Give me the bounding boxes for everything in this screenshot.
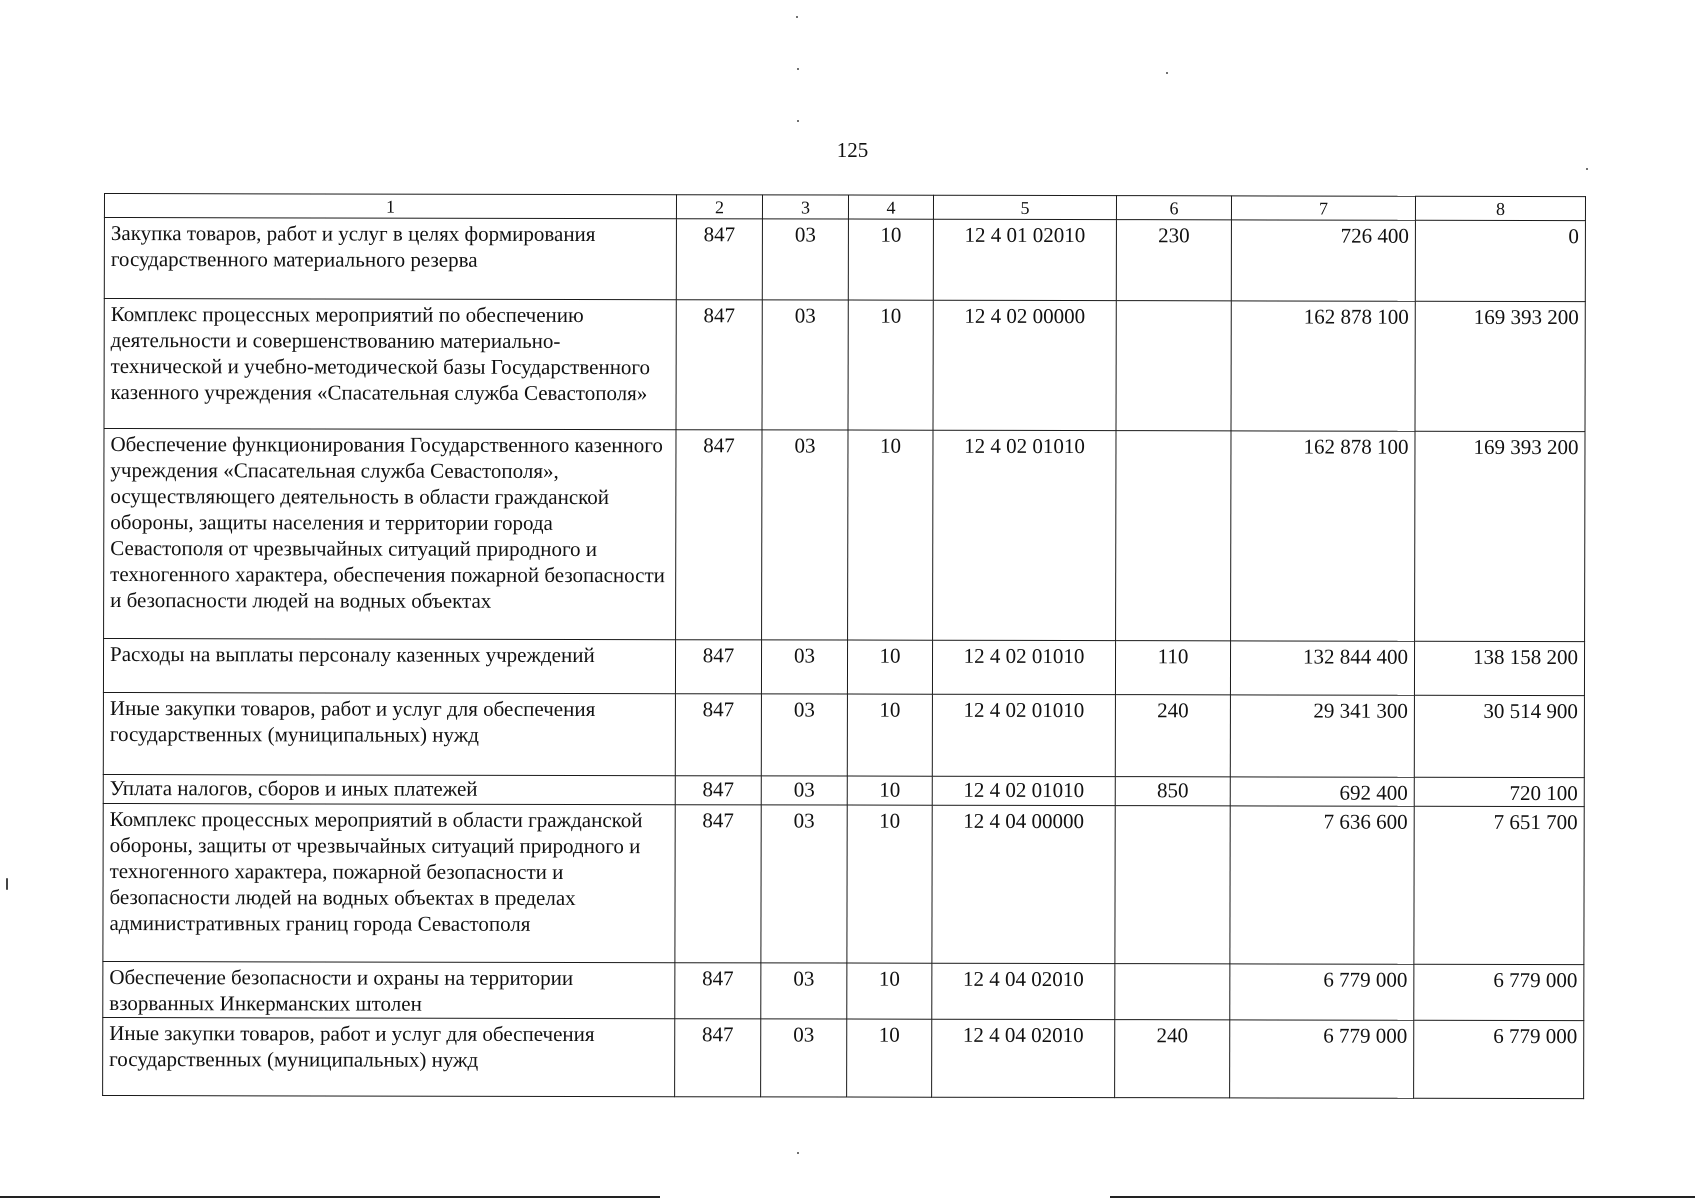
- amount-col8: 6 779 000: [1414, 964, 1584, 1020]
- amount-col8: 0: [1415, 220, 1585, 301]
- scan-speck: [6, 878, 8, 890]
- target-article-code: 12 4 04 00000: [932, 805, 1115, 963]
- expense-name: Обеспечение безопасности и охраны на территории взорванных Инкерманских штолен: [103, 961, 675, 1018]
- section-code: 03: [762, 430, 848, 640]
- expense-name: Иные закупки товаров, работ и услуг для обеспечения государственных (муниципальных) нужд: [103, 1017, 675, 1096]
- ministry-code: 847: [676, 219, 762, 300]
- scan-speck: [1586, 168, 1588, 170]
- scan-speck: [797, 120, 799, 122]
- ministry-code: 847: [675, 805, 761, 963]
- expense-name: Обеспечение функционирования Государственного казенного учреждения «Спасательная служба Севастополя», осуществляющего деятельность в области гражданской обороны, защиты населения и территории города Севастополя от чрезвычайных ситуаций природного и техногенного характера, обеспечения пожарной безопасности и безопасности людей на водных объектах: [104, 429, 676, 640]
- amount-col7: 692 400: [1230, 777, 1414, 806]
- table-row: [104, 299, 1585, 432]
- expense-type-code: [1116, 431, 1231, 641]
- amount-col8: 7 651 700: [1414, 806, 1584, 964]
- expense-type-code: 240: [1115, 1020, 1230, 1098]
- subsection-code: 10: [847, 805, 932, 963]
- section-code: 03: [761, 1019, 847, 1097]
- expense-type-code: [1115, 806, 1230, 964]
- scan-speck: [797, 68, 799, 70]
- expense-type-code: 110: [1115, 641, 1230, 695]
- subsection-code: 10: [847, 776, 932, 805]
- table-row: [103, 1017, 1584, 1098]
- header-cell: 1: [104, 194, 676, 219]
- table-row: [104, 218, 1585, 302]
- subsection-code: 10: [847, 694, 932, 776]
- table-row: [103, 774, 1584, 806]
- amount-col7: 6 779 000: [1230, 1020, 1414, 1098]
- target-article-code: 12 4 01 02010: [933, 219, 1116, 300]
- expense-type-code: 240: [1115, 695, 1230, 777]
- header-cell: 2: [676, 195, 762, 219]
- section-code: 03: [761, 776, 847, 805]
- ministry-code: 847: [675, 640, 761, 694]
- table-row: [104, 429, 1585, 642]
- budget-table: [102, 193, 1586, 1099]
- scan-speck: [1166, 72, 1168, 74]
- target-article-code: 12 4 02 01010: [932, 776, 1115, 805]
- page-number: 125: [836, 138, 869, 162]
- ministry-code: 847: [675, 694, 761, 776]
- header-cell: 6: [1116, 196, 1231, 220]
- amount-col7: 726 400: [1231, 220, 1415, 301]
- header-row: [104, 194, 1585, 221]
- ministry-code: 847: [676, 430, 762, 640]
- expense-type-code: [1116, 301, 1231, 431]
- scan-edge-line-left: [0, 1196, 660, 1198]
- scan-speck: [796, 16, 798, 18]
- table-row: [103, 803, 1584, 964]
- expense-name: Уплата налогов, сборов и иных платежей: [103, 774, 675, 804]
- amount-col8: 6 779 000: [1414, 1020, 1584, 1098]
- amount-col8: 30 514 900: [1414, 695, 1584, 777]
- amount-col8: 169 393 200: [1415, 431, 1585, 641]
- amount-col7: 162 878 100: [1231, 301, 1415, 431]
- section-code: 03: [761, 640, 847, 694]
- expense-type-code: 850: [1115, 777, 1230, 806]
- expense-type-code: [1115, 964, 1230, 1020]
- target-article-code: 12 4 02 01010: [932, 640, 1115, 694]
- target-article-code: 12 4 04 02010: [932, 963, 1115, 1019]
- header-cell: 4: [848, 195, 933, 219]
- expense-name: Иные закупки товаров, работ и услуг для обеспечения государственных (муниципальных) нужд: [103, 692, 675, 775]
- amount-col8: 169 393 200: [1415, 301, 1585, 431]
- expense-name: Закупка товаров, работ и услуг в целях формирования государственного материального резерва: [104, 218, 676, 300]
- subsection-code: 10: [847, 963, 932, 1019]
- expense-name: Комплекс процессных мероприятий в области гражданской обороны, защиты от чрезвычайных ситуаций природного и техногенного характера, пожарной безопасности и безопасности людей на водных объектах в пределах административных границ города Севастополя: [103, 803, 675, 962]
- subsection-code: 10: [848, 300, 933, 430]
- subsection-code: 10: [847, 1019, 932, 1097]
- amount-col8: 720 100: [1414, 777, 1584, 806]
- ministry-code: 847: [676, 300, 762, 430]
- subsection-code: 10: [848, 430, 933, 640]
- ministry-code: 847: [675, 1019, 761, 1097]
- target-article-code: 12 4 04 02010: [932, 1019, 1115, 1097]
- scan-speck: [797, 1152, 799, 1154]
- target-article-code: 12 4 02 00000: [933, 300, 1116, 430]
- target-article-code: 12 4 02 01010: [932, 694, 1115, 776]
- header-cell: 3: [762, 195, 848, 219]
- section-code: 03: [761, 805, 847, 963]
- scan-edge-line-right: [1110, 1196, 1695, 1198]
- section-code: 03: [761, 963, 847, 1019]
- ministry-code: 847: [675, 776, 761, 805]
- expense-name: Комплекс процессных мероприятий по обеспечению деятельности и совершенствованию материально-технической и учебно-методической базы Государственного казенного учреждения «Спасательная служба Севастополя»: [104, 299, 676, 430]
- header-cell: 7: [1231, 196, 1415, 220]
- amount-col7: 162 878 100: [1231, 431, 1415, 641]
- amount-col7: 29 341 300: [1230, 695, 1414, 777]
- amount-col7: 7 636 600: [1230, 806, 1414, 964]
- ministry-code: 847: [675, 963, 761, 1019]
- subsection-code: 10: [847, 640, 932, 694]
- amount-col8: 138 158 200: [1414, 641, 1584, 695]
- expense-name: Расходы на выплаты персоналу казенных учреждений: [103, 639, 675, 694]
- header-cell: 5: [933, 195, 1116, 219]
- table-row: [103, 961, 1584, 1020]
- table-row: [103, 692, 1584, 777]
- subsection-code: 10: [848, 219, 933, 300]
- section-code: 03: [761, 694, 847, 776]
- amount-col7: 6 779 000: [1230, 964, 1414, 1020]
- header-cell: 8: [1415, 196, 1585, 220]
- section-code: 03: [762, 300, 848, 430]
- section-code: 03: [762, 219, 848, 300]
- target-article-code: 12 4 02 01010: [933, 430, 1116, 640]
- expense-type-code: 230: [1116, 220, 1231, 301]
- table-row: [103, 639, 1584, 696]
- amount-col7: 132 844 400: [1230, 641, 1414, 695]
